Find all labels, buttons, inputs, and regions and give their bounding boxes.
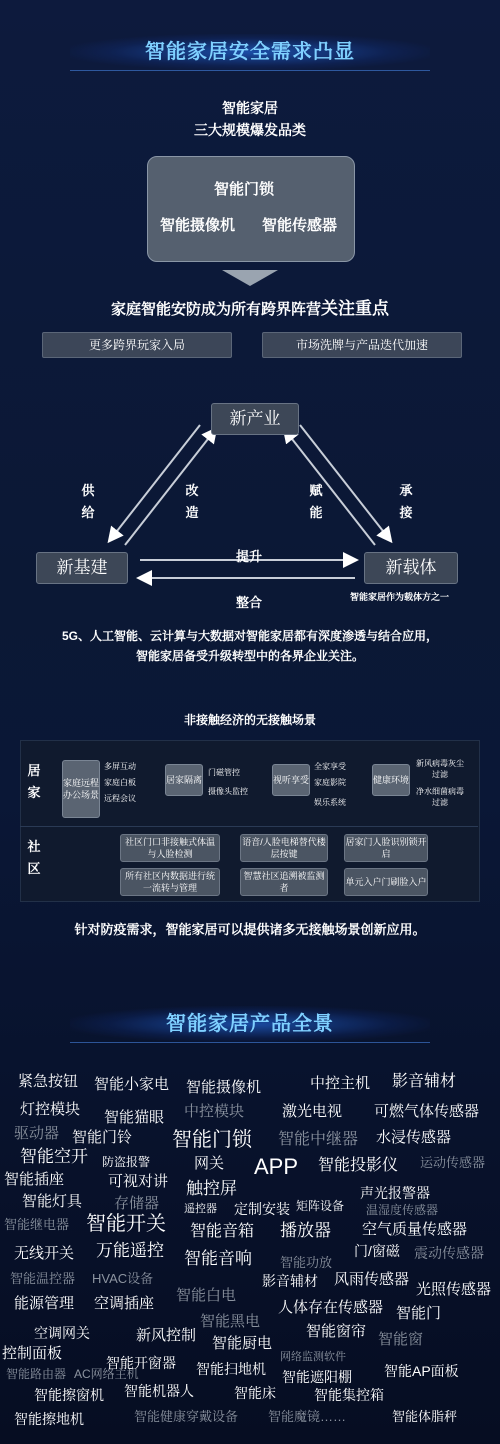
keyword: 智能继电器: [4, 1217, 70, 1232]
keyword: 激光电视: [282, 1103, 343, 1120]
scene-healthy-env: 健康环境: [372, 764, 410, 796]
edge-right-inner: [285, 430, 375, 545]
keyword: 网络监测软件: [280, 1351, 346, 1363]
keyword: 智能窗帘: [306, 1323, 367, 1340]
node-new-industry: 新产业: [211, 403, 299, 435]
paragraph1-line1: 5G、人工智能、云计算与大数据对智能家居都有深度渗透与结合应用，: [61, 629, 438, 643]
keyword: 智能魔镜……: [268, 1409, 347, 1424]
keyword: AC网络主机: [74, 1367, 139, 1381]
edge-label-empower: 赋 能: [309, 483, 323, 520]
keyword: 智能投影仪: [318, 1157, 399, 1174]
scene-remote-office: 家庭远程办公场景: [62, 760, 100, 818]
keyword: 智能健康穿戴设备: [134, 1409, 239, 1424]
keyword: 中控主机: [310, 1075, 371, 1092]
keyword: 可视对讲: [108, 1173, 169, 1190]
keyword: 网关: [194, 1155, 225, 1172]
label-upgrade: 提升: [236, 549, 263, 564]
scene-item: 家庭影院: [314, 778, 346, 787]
focus-statement: [0, 294, 500, 319]
keyword: 灯控模块: [20, 1101, 81, 1118]
products-heading-line2: 三大规模爆发品类: [194, 122, 306, 138]
keyword: 智能开窗器: [106, 1355, 176, 1371]
community-item: 单元入户门刷脸入户: [344, 868, 428, 896]
trend-market-reshuffle: 市场洗牌与产品迭代加速: [262, 332, 462, 358]
keyword: 智能遮阳棚: [282, 1369, 352, 1385]
keyword: 门/窗磁: [354, 1243, 400, 1259]
keyword: 智能机器人: [124, 1383, 194, 1399]
keyword: 温湿度传感器: [366, 1203, 439, 1217]
keyword: 中控模块: [184, 1103, 245, 1120]
keyword: 智能AP面板: [384, 1363, 459, 1379]
node-new-infrastructure: 新基建: [36, 552, 128, 584]
edge-label-transform: 改 造: [185, 483, 199, 520]
product-smart-sensor: 智能传感器: [262, 217, 338, 234]
trend-more-players: 更多跨界玩家入局: [42, 332, 232, 358]
section-title-products: 智能家居产品全景: [70, 1006, 430, 1043]
community-item: 居家门人脸识别锁开启: [344, 834, 428, 862]
scene-item: 新风病毒灰尘过滤: [416, 759, 464, 779]
community-item: 所有社区内数据进行统一流转与管理: [120, 868, 220, 896]
edge-label-undertake: 承 接: [399, 483, 413, 520]
keyword: 紧急按钮: [18, 1073, 79, 1090]
category-home: 居 家: [27, 763, 41, 800]
keyword: 空气质量传感器: [362, 1221, 468, 1238]
keyword: 影音辅材: [392, 1073, 457, 1090]
keyword: 智能摄像机: [186, 1079, 262, 1096]
keyword: 风雨传感器: [334, 1271, 410, 1288]
keyword: 空调插座: [94, 1295, 155, 1312]
keyword: APP: [254, 1154, 299, 1179]
keyword: 运动传感器: [420, 1155, 486, 1170]
keyword: 智能窗: [378, 1331, 424, 1348]
keyword: 智能体脂秤: [392, 1409, 458, 1424]
keyword: HVAC设备: [92, 1271, 154, 1286]
community-item: 语音/人脸电梯替代楼层按键: [240, 834, 328, 862]
keyword: 可燃气体传感器: [374, 1103, 480, 1120]
keyword: 智能开关: [86, 1213, 166, 1235]
keyword: 遥控器: [184, 1203, 217, 1215]
down-arrow-icon: [222, 270, 278, 286]
scene-item: 净水细菌病毒过滤: [416, 787, 464, 807]
keyword: 防盗报警: [102, 1155, 151, 1169]
keyword: 驱动器: [14, 1125, 60, 1142]
keyword: 智能床: [234, 1385, 276, 1401]
keyword: 智能集控箱: [314, 1387, 384, 1403]
keyword: 光照传感器: [416, 1281, 492, 1298]
scene-item: 家庭白板: [104, 778, 136, 787]
keyword: 智能擦地机: [14, 1411, 84, 1427]
scene-item: 全家享受: [314, 762, 346, 771]
scene-item: 娱乐系统: [314, 798, 346, 807]
keyword: 定制安装: [234, 1201, 290, 1217]
keyword: 震动传感器: [414, 1245, 484, 1261]
keyword: 触控屏: [186, 1179, 237, 1198]
keyword: 智能黑电: [200, 1313, 261, 1330]
scene-item: 多屏互动: [104, 762, 136, 771]
keyword: 智能功放: [280, 1255, 333, 1270]
keyword: 新风控制: [136, 1327, 197, 1344]
products-box: [147, 156, 355, 262]
keyword: 播放器: [280, 1221, 331, 1240]
keyword: 影音辅材: [262, 1273, 318, 1289]
keyword: 智能温控器: [10, 1271, 76, 1286]
keyword: 存储器: [114, 1195, 160, 1212]
carrier-note: 智能家居作为载体方之一: [350, 592, 450, 602]
keyword: 声光报警器: [360, 1185, 430, 1201]
scene-item: 门磁管控: [208, 768, 240, 777]
products-heading-line1: 智能家居: [222, 100, 278, 116]
keyword: 空调网关: [34, 1325, 90, 1341]
keyword: 智能中继器: [278, 1131, 359, 1148]
community-item: 社区门口非接触式体温与人脸检测: [120, 834, 220, 862]
keyword: 智能门: [396, 1305, 442, 1322]
scenes-title: 非接触经济的无接触场景: [183, 713, 316, 727]
keyword-cloud: [0, 1060, 500, 1444]
paragraph1-line2: 智能家居备受升级转型中的各界企业关注。: [135, 649, 364, 663]
keyword: 无线开关: [14, 1245, 75, 1262]
paragraph2: 针对防疫需求，智能家居可以提供诸多无接触场景创新应用。: [74, 922, 426, 937]
keyword: 智能门铃: [72, 1129, 133, 1146]
keyword: 智能擦窗机: [34, 1387, 104, 1403]
keyword: 人体存在传感器: [278, 1299, 384, 1316]
keyword: 矩阵设备: [296, 1199, 345, 1213]
scene-home-isolation: 居家隔离: [165, 764, 203, 796]
category-community: 社 区: [27, 839, 41, 876]
focus-emphasis: 关注重点: [321, 299, 389, 318]
keyword: 智能猫眼: [104, 1109, 165, 1126]
keyword: 智能空开: [20, 1147, 88, 1166]
focus-prefix: 家庭智能安防成为所有跨界阵营: [110, 301, 321, 318]
keyword: 智能音响: [184, 1249, 252, 1268]
scene-audiovisual: 视听享受: [272, 764, 310, 796]
edge-label-supply: 供 给: [81, 483, 95, 520]
scene-item: 摄像头监控: [208, 787, 248, 796]
label-integrate: 整合: [236, 595, 263, 610]
keyword: 智能门锁: [172, 1129, 252, 1151]
panel-divider: [20, 826, 478, 827]
keyword: 智能小家电: [94, 1076, 170, 1093]
keyword: 智能白电: [176, 1287, 237, 1304]
keyword: 水浸传感器: [376, 1129, 452, 1146]
keyword: 智能音箱: [190, 1223, 255, 1240]
keyword: 控制面板: [2, 1345, 63, 1362]
edge-left-inner: [125, 430, 215, 545]
scene-item: 远程会议: [104, 794, 136, 803]
keyword: 智能灯具: [22, 1193, 83, 1210]
keyword: 智能扫地机: [196, 1361, 266, 1377]
keyword: 智能插座: [4, 1171, 65, 1188]
node-new-carrier: 新载体: [364, 552, 458, 584]
product-smart-camera: 智能摄像机: [160, 217, 236, 234]
section-title-security: 智能家居安全需求凸显: [70, 34, 430, 71]
keyword: 智能厨电: [212, 1335, 273, 1352]
product-smart-lock: 智能门锁: [214, 181, 275, 198]
keyword: 万能遥控: [96, 1241, 164, 1260]
keyword: 智能路由器: [6, 1367, 67, 1381]
community-item: 智慧社区追溯被监测者: [240, 868, 328, 896]
keyword: 能源管理: [14, 1295, 75, 1312]
